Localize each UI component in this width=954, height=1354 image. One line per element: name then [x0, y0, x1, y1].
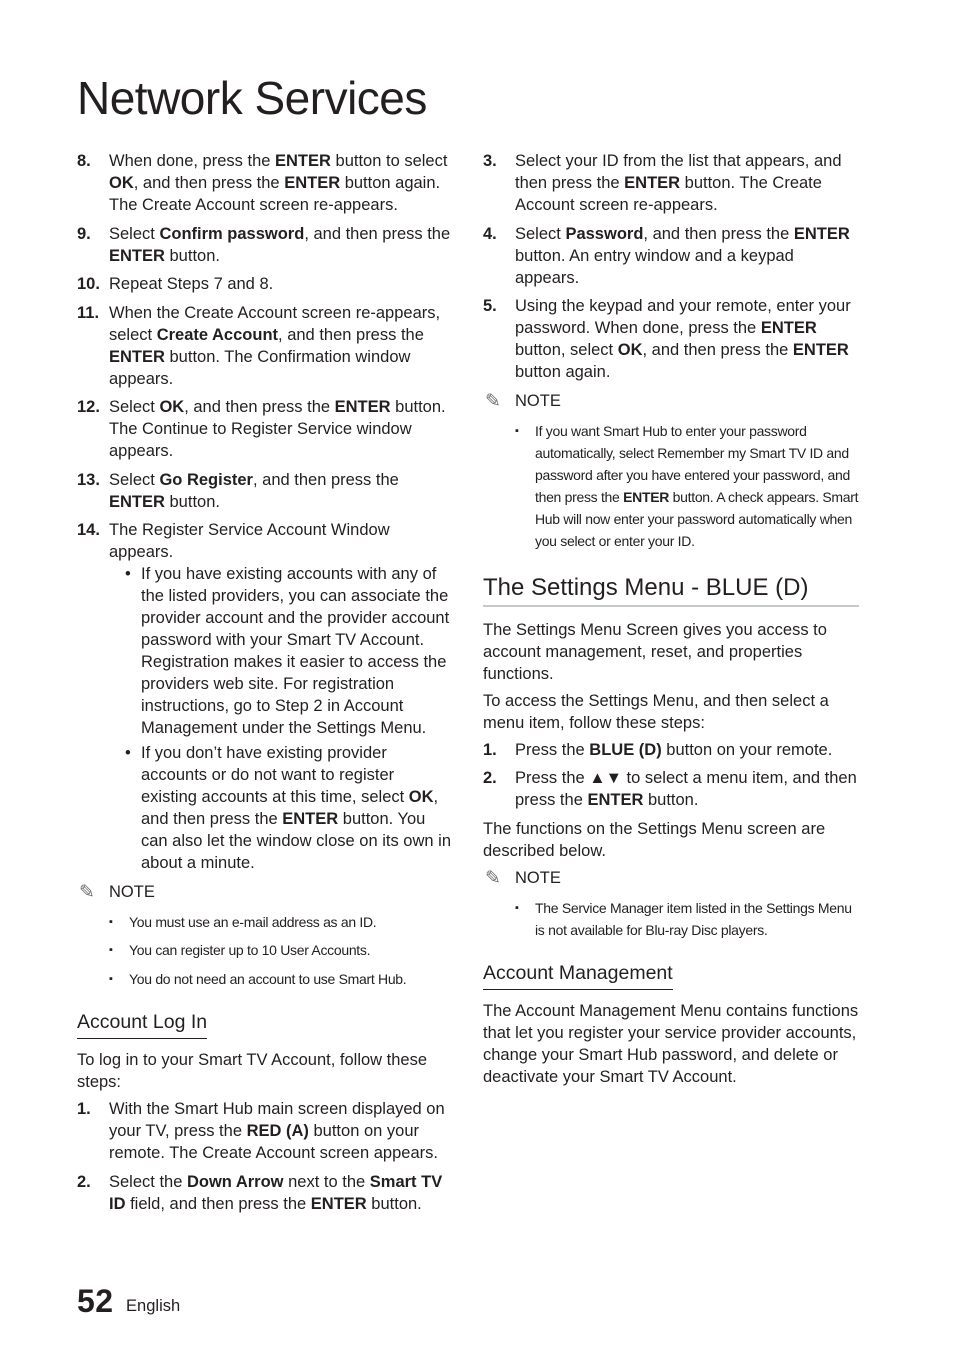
- step-number: 1.: [77, 1100, 91, 1118]
- step-item: [483, 739, 859, 761]
- section-heading-settings-menu: The Settings Menu - BLUE (D): [483, 574, 859, 607]
- bold-term: OK: [159, 398, 185, 416]
- step-text: With the Smart Hub main screen displayed on your TV, press the RED (A) button on your remote. The Create Account screen appears.: [109, 1100, 445, 1162]
- step-item: [77, 273, 453, 295]
- left-column: [77, 150, 453, 1221]
- step-text: Select Confirm password, and then press the ENTER button.: [109, 224, 451, 265]
- bold-term: ENTER: [792, 341, 849, 359]
- step-text: Select Go Register, and then press the ENTER button.: [109, 470, 399, 511]
- bold-term: ENTER: [275, 152, 331, 170]
- step-text: Repeat Steps 7 and 8.: [109, 275, 274, 293]
- step-item: [77, 519, 453, 874]
- settings-intro: The Settings Menu Screen gives you access to account management, reset, and properties functions.: [483, 620, 827, 683]
- bold-term: ENTER: [109, 492, 165, 511]
- settings-functions-text: The functions on the Settings Menu screen are described below.: [483, 819, 826, 860]
- note-list: [77, 911, 453, 990]
- step-text: Press the ▲▼ to select a menu item, and then press the ENTER button.: [515, 769, 857, 809]
- step-number: 12.: [77, 398, 100, 416]
- login-intro: To log in to your Smart TV Account, follow these steps:: [77, 1051, 428, 1091]
- note-item: ▪ You can register up to 10 User Accounts.: [77, 939, 453, 961]
- bold-term: ENTER: [587, 791, 644, 809]
- bold-term: ENTER: [334, 398, 391, 416]
- step-item: [77, 1171, 453, 1215]
- step-item: [483, 150, 859, 216]
- note-label: NOTE: [515, 391, 561, 410]
- step-text: Select the Down Arrow next to the Smart TV ID field, and then press the ENTER button.: [109, 1172, 443, 1213]
- step-number: 10.: [77, 275, 100, 293]
- step-item: [483, 767, 859, 811]
- step-number: 8.: [77, 152, 91, 170]
- pencil-note-icon: ✎: [485, 867, 501, 889]
- step-item: [77, 302, 453, 390]
- step-number: 5.: [483, 297, 497, 315]
- step-number: 9.: [77, 224, 91, 243]
- bold-term: ENTER: [282, 810, 339, 828]
- step-number: 3.: [483, 152, 497, 170]
- step-list: [483, 150, 859, 383]
- bold-term: ENTER: [109, 347, 165, 366]
- page-footer: [77, 1283, 180, 1320]
- step-item: [77, 396, 453, 462]
- pencil-note-icon: ✎: [485, 390, 501, 412]
- bold-term: OK: [408, 788, 434, 806]
- right-column: [483, 150, 859, 1093]
- note-heading: [77, 881, 453, 903]
- note-item: ▪ The Service Manager item listed in the Settings Menu is not available for Blu-ray Disc players.: [483, 897, 859, 941]
- settings-step-list: [483, 739, 859, 812]
- step-text: Press the BLUE (D) button on your remote.: [515, 740, 833, 759]
- bold-term: ENTER: [760, 319, 817, 337]
- step-number: 14.: [77, 521, 100, 539]
- note-heading: [483, 867, 859, 889]
- bold-term: Create Account: [156, 325, 279, 344]
- note-label: NOTE: [109, 882, 155, 901]
- bold-term: Go Register: [159, 470, 253, 489]
- bold-term: ENTER: [310, 1194, 367, 1213]
- step-number: 13.: [77, 470, 100, 489]
- step-text: Select OK, and then press the ENTER button. The Continue to Register Service window appears.: [109, 398, 446, 460]
- step-item: [77, 1098, 453, 1164]
- note-item: ▪ You do not need an account to use Smart Hub.: [77, 968, 453, 990]
- bold-term: OK: [109, 174, 134, 192]
- step-number: 2.: [483, 769, 497, 787]
- step-text: Select your ID from the list that appears, and then press the ENTER button. The Create Account screen re-appears.: [515, 152, 842, 214]
- note-item: ▪ You must use an e-mail address as an ID.: [77, 911, 453, 933]
- step-item: [77, 150, 453, 216]
- pencil-note-icon: ✎: [79, 881, 95, 903]
- login-step-list: [77, 1098, 453, 1215]
- step-text: Select Password, and then press the ENTER button. An entry window and a keypad appears.: [515, 224, 850, 287]
- note-list: [483, 897, 859, 941]
- step-text: Using the keypad and your remote, enter your password. When done, press the ENTER button, select OK, and then press the ENTER button again.: [515, 297, 851, 381]
- section-heading-account-log-in: Account Log In: [77, 1010, 207, 1039]
- note-label: NOTE: [515, 868, 561, 887]
- settings-instructions: To access the Settings Menu, and then select a menu item, follow these steps:: [483, 691, 829, 732]
- step-number: 1.: [483, 740, 497, 759]
- bold-term: ENTER: [284, 174, 341, 192]
- bullet-list: [109, 563, 453, 874]
- bold-term: BLUE (D): [589, 740, 662, 759]
- bold-term: ENTER: [624, 174, 681, 192]
- bold-term: RED (A): [246, 1122, 309, 1140]
- bold-term: ENTER: [623, 488, 670, 505]
- bullet-item: • If you have existing accounts with any of the listed providers, you can associate the provider account and the provider account password with your Smart TV Account. Registration makes it easier to access the providers web site. For registration instructions, go to Step 2 in Account Management under the Settings Menu.: [125, 563, 453, 739]
- note-heading: [483, 390, 859, 412]
- page-title: Network Services: [77, 72, 427, 124]
- note-item: ▪ If you want Smart Hub to enter your password automatically, select Remember my Smart TV ID and password after you have entered your password, and then press the ENTER button. A check appears. Smart Hub will now enter your password automatically when you select or enter your ID.: [483, 420, 859, 552]
- bold-term: Smart TV ID: [109, 1172, 443, 1213]
- step-list: [77, 150, 453, 874]
- step-item: [77, 223, 453, 267]
- bullet-item: • If you don’t have existing provider accounts or do not want to register existing accounts at this time, select OK, and then press the ENTER button. You can also let the window close on its own in about a minute.: [125, 742, 453, 874]
- account-management-text: The Account Management Menu contains functions that let you register your service provider accounts, change your Smart Hub password, and delete or deactivate your Smart TV Account.: [483, 1002, 859, 1086]
- section-heading-account-management: Account Management: [483, 961, 673, 990]
- bold-term: ENTER: [109, 246, 165, 265]
- page-language: English: [126, 1297, 181, 1315]
- bold-term: OK: [617, 341, 643, 359]
- step-item: [483, 295, 859, 383]
- bold-term: Down Arrow: [186, 1172, 284, 1191]
- step-item: [77, 469, 453, 513]
- step-text: When the Create Account screen re-appears, select Create Account, and then press the ENTER button. The Confirmation window appears.: [109, 303, 441, 388]
- note-list: [483, 420, 859, 552]
- bold-term: Confirm password: [159, 224, 305, 243]
- step-text: The Register Service Account Window appears.: [109, 521, 390, 561]
- step-number: 11.: [77, 303, 100, 322]
- step-number: 2.: [77, 1172, 91, 1191]
- bold-term: Password: [565, 224, 644, 243]
- step-number: 4.: [483, 224, 497, 243]
- step-item: [483, 223, 859, 289]
- bold-term: ENTER: [793, 224, 850, 243]
- page-number: 52: [77, 1283, 114, 1319]
- step-text: When done, press the ENTER button to select OK, and then press the ENTER button again. The Create Account screen re-appears.: [109, 152, 448, 214]
